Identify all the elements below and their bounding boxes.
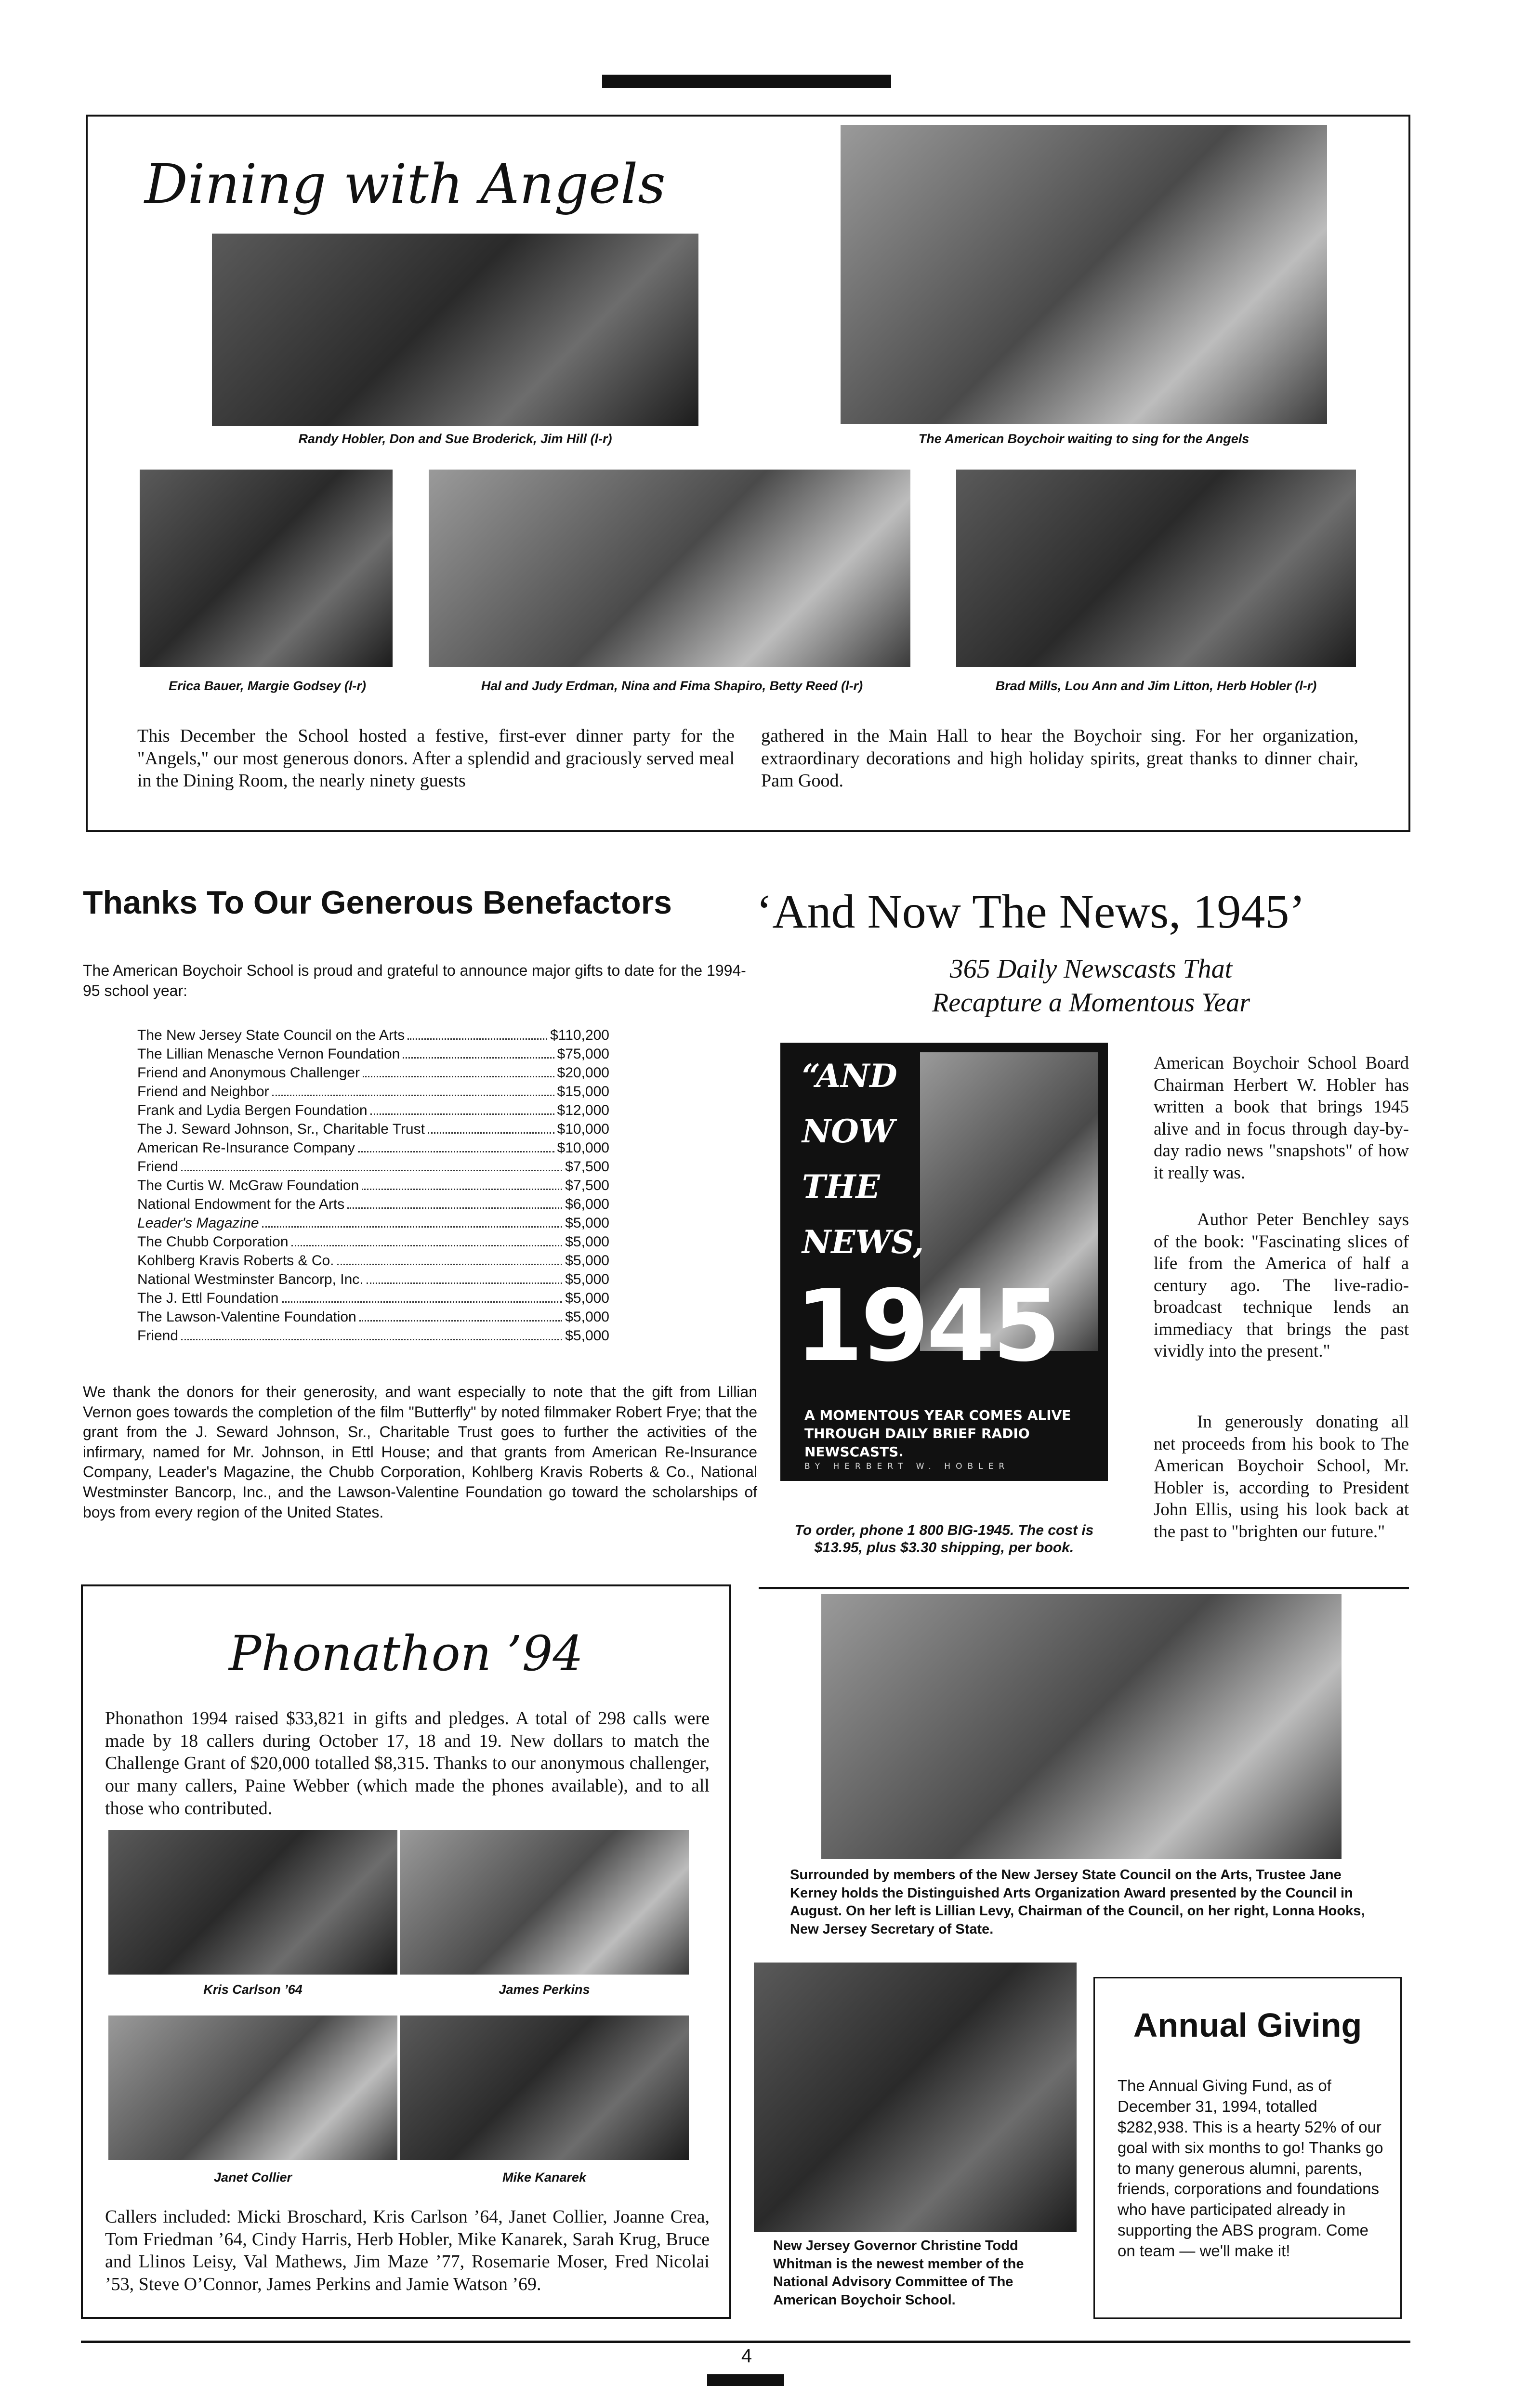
- gift-item: [137, 1326, 609, 1345]
- gift-item: [137, 1082, 609, 1101]
- gift-leader-dots: [291, 1245, 563, 1246]
- gift-item: [137, 1063, 609, 1082]
- gift-amount: $15,000: [557, 1084, 609, 1099]
- benefactors-closing: We thank the donors for their generosity, and want especially to note that the gift from Lillian Vernon goes towards the completion of the film "Butterfly" by noted filmmaker Robert Frye; that the grant from the J. Seward Johnson, Sr., Charitable Trust goes to further the activities of the infirmary, named for Mr. Johnson, in Ettl House; and that grants from American Re-Insurance Company, Leader's Magazine, the Chubb Corporation, Kohlberg Kravis Roberts & Co., National Westminster Bancorp, Inc., and the Lawson-Valentine Foundation go toward the scholarships of boys from every region of the United States.: [83, 1383, 757, 1521]
- news-title: ‘And Now The News, 1945’: [756, 885, 1305, 938]
- photo-james-perkins: [400, 1830, 689, 1975]
- gift-donor: The Curtis W. McGraw Foundation: [137, 1178, 359, 1193]
- caption-janet-collier: Janet Collier: [213, 2170, 292, 2185]
- council-top-rule: [759, 1587, 1409, 1589]
- gift-amount: $110,200: [550, 1027, 609, 1043]
- gift-leader-dots: [181, 1339, 562, 1340]
- gift-amount: $5,000: [565, 1253, 609, 1269]
- photo-council-award: [821, 1594, 1342, 1859]
- gift-amount: $12,000: [557, 1102, 609, 1118]
- photo-mike-kanarek: [400, 2015, 689, 2160]
- benefactors-intro: The American Boychoir School is proud and grateful to announce major gifts to date for the 1994-95 school year:: [83, 962, 746, 999]
- book-cover: [780, 1043, 1108, 1481]
- gift-amount: $5,000: [565, 1215, 609, 1231]
- gift-leader-dots: [272, 1095, 554, 1096]
- news-body-p2: Author Peter Benchley says of the book: "Fascinating slices of life from the America of half a century ago. The live-radio-broadcast technique lends an immediacy that brings the past vividly into the present.": [1154, 1210, 1409, 1361]
- caption-broderick: Randy Hobler, Don and Sue Broderick, Jim Hill (l-r): [298, 432, 612, 446]
- gift-leader-dots: [362, 1189, 562, 1190]
- dining-title: Dining with Angels: [145, 153, 666, 216]
- gift-item: [137, 1120, 609, 1139]
- gift-leader-dots: [363, 1076, 554, 1077]
- gift-amount: $7,500: [565, 1159, 609, 1175]
- gift-amount: $5,000: [565, 1271, 609, 1287]
- gift-donor: National Endowment for the Arts: [137, 1196, 345, 1212]
- caption-boychoir: The American Boychoir waiting to sing for the Angels: [918, 432, 1250, 446]
- gift-donor: The Lawson-Valentine Foundation: [137, 1309, 356, 1325]
- gift-leader-dots: [337, 1264, 563, 1265]
- gift-leader-dots: [262, 1226, 563, 1228]
- annual-giving-body: The Annual Giving Fund, as of December 31, 1994, totalled $282,938. This is a hearty 52% of our goal with six months to go! Thanks go to many generous alumni, parents, friends, corporations and foundations who have participated already in supporting the ABS program. Come on team — we'll make it!: [1118, 2077, 1383, 2260]
- benefactors-title: Thanks To Our Generous Benefactors: [83, 884, 672, 921]
- gift-donor: Kohlberg Kravis Roberts & Co.: [137, 1253, 334, 1269]
- news-body-p1: American Boychoir School Board Chairman Herbert W. Hobler has written a book that brings 1945 alive and in focus through day-by-day radio news "snapshots" of how it really was.: [1154, 1053, 1409, 1183]
- gift-leader-dots: [181, 1170, 562, 1171]
- caption-mills: Brad Mills, Lou Ann and Jim Litton, Herb Hobler (l-r): [995, 679, 1317, 693]
- bottom-rule: [81, 2341, 1410, 2343]
- council-caption: Surrounded by members of the New Jersey State Council on the Arts, Trustee Jane Kerney holds the Distinguished Arts Organization Award presented by the Council in August. On her left is Lillian Levy, Chairman of the Council, on her right, Lonna Hooks, New Jersey Secretary of State.: [790, 1867, 1365, 1937]
- gift-donor: The Chubb Corporation: [137, 1234, 289, 1250]
- gift-item: [137, 1045, 609, 1063]
- gift-amount: $6,000: [565, 1196, 609, 1212]
- book-order-caption: To order, phone 1 800 BIG-1945. The cost is $13.95, plus $3.30 shipping, per book.: [794, 1522, 1094, 1556]
- gift-amount: $7,500: [565, 1178, 609, 1193]
- caption-kris-carlson: Kris Carlson ’64: [203, 1982, 303, 1997]
- gift-leader-dots: [359, 1320, 562, 1322]
- gift-leader-dots: [428, 1132, 554, 1134]
- cover-word-and: “AND: [802, 1057, 897, 1095]
- gift-item: [137, 1270, 609, 1289]
- gift-donor: The Lillian Menasche Vernon Foundation: [137, 1046, 400, 1062]
- gift-donor: Friend: [137, 1159, 179, 1175]
- caption-erdman: Hal and Judy Erdman, Nina and Fima Shapiro, Betty Reed (l-r): [481, 679, 863, 693]
- photo-governor-whitman: [754, 1963, 1077, 2232]
- gift-leader-dots: [282, 1301, 563, 1303]
- photo-janet-collier: [108, 2015, 397, 2160]
- gift-amount: $5,000: [565, 1328, 609, 1344]
- photo-kris-carlson: [108, 1830, 397, 1975]
- gift-amount: $5,000: [565, 1234, 609, 1250]
- caption-bauer: Erica Bauer, Margie Godsey (l-r): [169, 679, 366, 693]
- photo-broderick-group: [212, 234, 698, 426]
- gift-leader-dots: [358, 1151, 554, 1152]
- cover-word-news: NEWS,: [802, 1223, 924, 1261]
- dining-body-right: gathered in the Main Hall to hear the Boychoir sing. For her organization, extraordinary decorations and high holiday spirits, great thanks to dinner chair, Pam Good.: [761, 726, 1358, 791]
- photo-mills-litton: [956, 470, 1356, 667]
- cover-year: 1945: [795, 1269, 1058, 1384]
- gift-donor: Frank and Lydia Bergen Foundation: [137, 1102, 368, 1118]
- gift-item: [137, 1026, 609, 1045]
- gift-item: [137, 1289, 609, 1308]
- gift-donor: National Westminster Bancorp, Inc.: [137, 1271, 364, 1287]
- dining-body-left: This December the School hosted a festive, first-ever dinner party for the "Angels," our most generous donors. After a splendid and graciously served meal in the Dining Room, the nearly ninety guests: [137, 726, 735, 791]
- gift-item: [137, 1308, 609, 1326]
- gift-item: [137, 1195, 609, 1214]
- annual-giving-title: Annual Giving: [1133, 2006, 1362, 2044]
- photo-boychoir-stairs: [841, 125, 1327, 424]
- gift-item: [137, 1232, 609, 1251]
- gift-item: [137, 1157, 609, 1176]
- gift-donor: The New Jersey State Council on the Arts: [137, 1027, 405, 1043]
- cover-tagline: A MOMENTOUS YEAR COMES ALIVE THROUGH DAILY BRIEF RADIO NEWSCASTS.: [804, 1407, 1071, 1460]
- gift-list: [137, 1026, 609, 1345]
- page-number: 4: [741, 2345, 752, 2367]
- phonathon-body: Phonathon 1994 raised $33,821 in gifts and pledges. A total of 298 calls were made by 18 callers during October 17, 18 and 19. New dollars to match the Challenge Grant of $20,000 totalled $8,315. Thanks to our anonymous challenger, our many callers, Paine Webber (which made the phones available), and to all those who contributed.: [105, 1708, 710, 1819]
- gift-item: [137, 1176, 609, 1195]
- caption-mike-kanarek: Mike Kanarek: [502, 2170, 587, 2185]
- cover-author: BY HERBERT W. HOBLER: [804, 1462, 1010, 1471]
- phonathon-title: Phonathon ’94: [229, 1625, 583, 1682]
- gift-donor: Leader's Magazine: [137, 1215, 259, 1231]
- gift-leader-dots: [370, 1113, 554, 1115]
- gift-amount: $75,000: [557, 1046, 609, 1062]
- gift-donor: Friend: [137, 1328, 179, 1344]
- gift-donor: American Re-Insurance Company: [137, 1140, 355, 1156]
- governor-caption: New Jersey Governor Christine Todd Whitman is the newest member of the National Advisory Committee of The American Boychoir School.: [773, 2238, 1024, 2308]
- gift-leader-dots: [347, 1207, 562, 1209]
- gift-amount: $5,000: [565, 1309, 609, 1325]
- cover-word-now: NOW: [802, 1112, 895, 1150]
- photo-bauer-godsey: [140, 470, 393, 667]
- gift-item: [137, 1139, 609, 1157]
- gift-amount: $5,000: [565, 1290, 609, 1306]
- gift-leader-dots: [367, 1283, 563, 1284]
- gift-item: [137, 1101, 609, 1120]
- gift-donor: Friend and Anonymous Challenger: [137, 1065, 360, 1081]
- gift-amount: $10,000: [557, 1140, 609, 1156]
- gift-amount: $10,000: [557, 1121, 609, 1137]
- gift-donor: The J. Ettl Foundation: [137, 1290, 279, 1306]
- photo-erdman-shapiro: [429, 470, 910, 667]
- gift-amount: $20,000: [557, 1065, 609, 1081]
- news-subtitle-line1: 365 Daily Newscasts That: [949, 954, 1233, 984]
- caption-james-perkins: James Perkins: [499, 1982, 590, 1997]
- gift-donor: Friend and Neighbor: [137, 1084, 269, 1099]
- gift-leader-dots: [403, 1057, 554, 1059]
- news-subtitle-line2: Recapture a Momentous Year: [932, 988, 1250, 1018]
- phonathon-callers: Callers included: Micki Broschard, Kris Carlson ’64, Janet Collier, Joanne Crea, Tom Friedman ’64, Cindy Harris, Herb Hobler, Mike Kanarek, Sarah Krug, Bruce and Llinos Leisy, Val Mathews, Jim Maze ’77, Rosemarie Moser, Fred Nicolai ’53, Steve O’Connor, James Perkins and Jamie Watson ’69.: [105, 2207, 710, 2295]
- news-body-p3: In generously donating all net proceeds from his book to The American Boychoir School, Mr. Hobler is, according to President John Ellis, using his look back at the past to "brighten our future.": [1154, 1412, 1409, 1542]
- gift-leader-dots: [408, 1038, 547, 1040]
- bottom-bar: [707, 2374, 784, 2386]
- top-bar: [602, 75, 891, 88]
- gift-item: [137, 1251, 609, 1270]
- cover-word-the: THE: [802, 1168, 880, 1205]
- gift-item: [137, 1214, 609, 1232]
- gift-donor: The J. Seward Johnson, Sr., Charitable Trust: [137, 1121, 425, 1137]
